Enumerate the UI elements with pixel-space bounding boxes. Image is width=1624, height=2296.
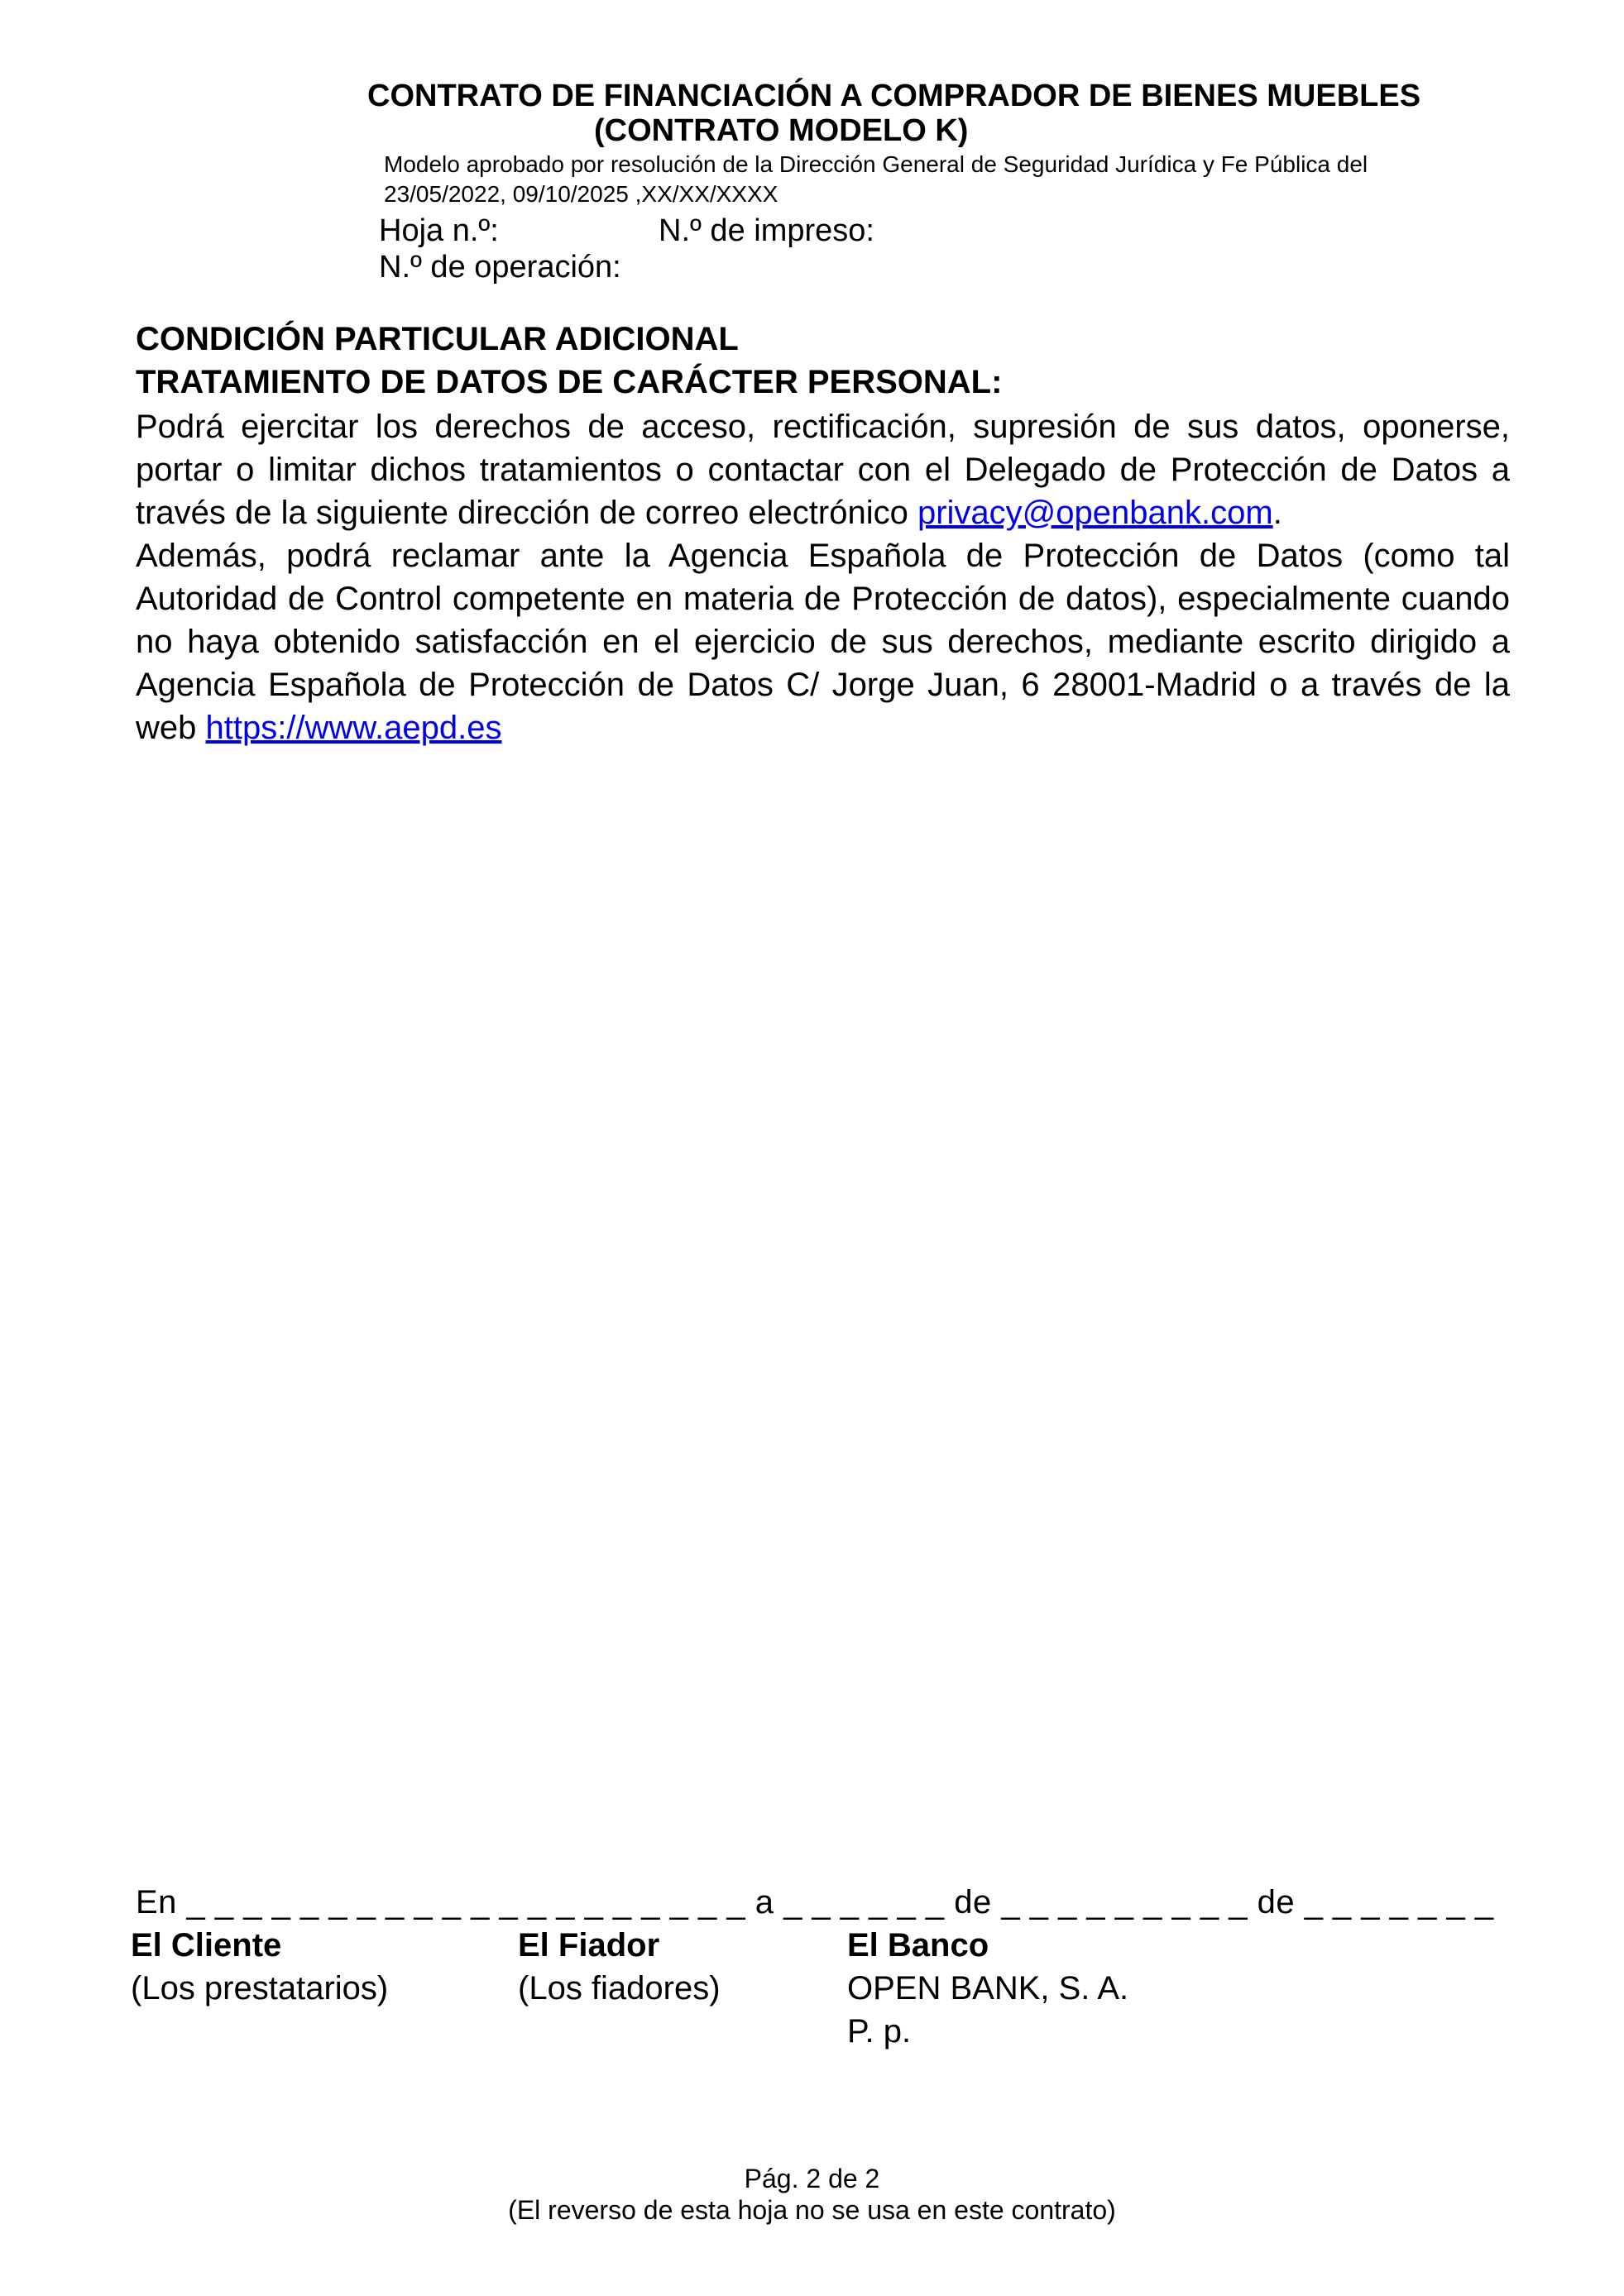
section-subheading: TRATAMIENTO DE DATOS DE CARÁCTER PERSONAL: bbox=[136, 364, 1003, 400]
privacy-email-link[interactable]: privacy@openbank.com bbox=[917, 495, 1273, 531]
operation-number-label: N.º de operación: bbox=[379, 250, 621, 285]
client-label: El Cliente bbox=[131, 1927, 282, 1964]
document-title-line1: CONTRATO DE FINANCIACIÓN A COMPRADOR DE BIENES MUEBLES bbox=[367, 79, 1421, 113]
approval-note-line2: 23/05/2022, 09/10/2025 ,XX/XX/XXXX bbox=[384, 181, 778, 207]
guarantor-label: El Fiador bbox=[518, 1927, 660, 1964]
bank-name: OPEN BANK, S. A. bbox=[847, 1970, 1129, 2007]
rights-paragraph bbox=[136, 405, 1510, 534]
reverse-note: (El reverso de esta hoja no se usa en este contrato) bbox=[508, 2195, 1116, 2225]
sheet-number-label: Hoja n.º: bbox=[379, 213, 499, 248]
data-protection-text bbox=[136, 405, 1510, 749]
complaint-paragraph bbox=[136, 534, 1510, 749]
client-subtitle: (Los prestatarios) bbox=[131, 1970, 389, 2007]
bank-pp: P. p. bbox=[847, 2013, 912, 2050]
guarantor-subtitle: (Los fiadores) bbox=[518, 1970, 721, 2007]
rights-paragraph-text: Podrá ejercitar los derechos de acceso, rectificación, supresión de sus datos, oponerse, portar o limitar dichos tratamientos o contactar con el Delegado de Protección de Datos a través de la siguiente dirección de correo electrónico bbox=[136, 409, 1510, 531]
place-date-line: En _ _ _ _ _ _ _ _ _ _ _ _ _ _ _ _ _ _ _ _ a _ _ _ _ _ _ de _ _ _ _ _ _ _ _ _ de _ _ _ _ _ _ _ bbox=[136, 1884, 1494, 1921]
rights-paragraph-end: . bbox=[1272, 495, 1282, 531]
complaint-paragraph-text: Además, podrá reclamar ante la Agencia Española de Protección de Datos (como tal Autoridad de Control competente en materia de Protección de datos), especialmente cuando no haya obtenido satisfacción en el ejercicio de sus derechos, mediante escrito dirigido a Agencia Española de Protección de Datos C/ Jorge Juan, 6 28001-Madrid o a través de la web bbox=[136, 538, 1510, 746]
page-number: Pág. 2 de 2 bbox=[744, 2164, 880, 2193]
approval-note-line1: Modelo aprobado por resolución de la Dirección General de Seguridad Jurídica y Fe Pública del bbox=[384, 151, 1368, 177]
section-heading: CONDICIÓN PARTICULAR ADICIONAL bbox=[136, 321, 739, 357]
document-title-line2: (CONTRATO MODELO K) bbox=[594, 113, 969, 148]
aepd-website-link[interactable]: https://www.aepd.es bbox=[205, 710, 502, 746]
print-number-label: N.º de impreso: bbox=[659, 213, 874, 248]
bank-label: El Banco bbox=[847, 1927, 989, 1964]
